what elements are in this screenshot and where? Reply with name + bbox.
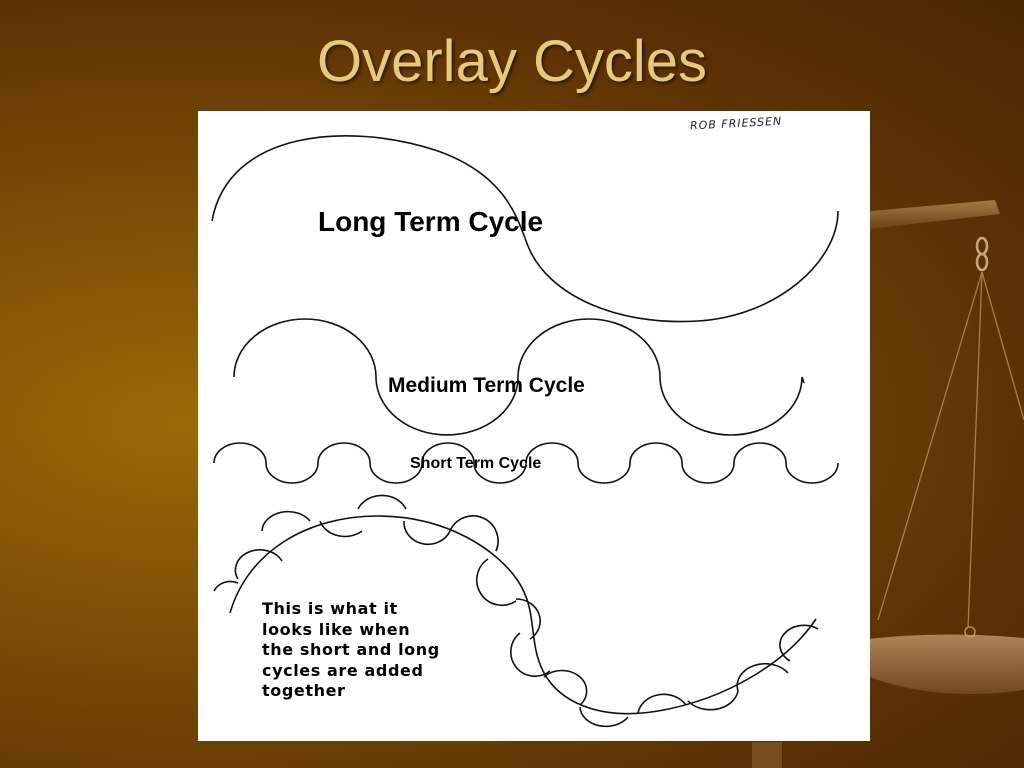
caption-line: cycles are added [262,660,424,680]
combined-cycle-caption [262,599,512,702]
author-signature: ROB FRIESSEN [689,114,783,133]
caption-line: looks like when [262,619,411,639]
caption-line: the short and long [262,640,440,659]
caption-line: together [262,681,346,700]
slide-title: Overlay Cycles [317,29,707,94]
medium-term-cycle-label: Medium Term Cycle [388,374,585,397]
short-term-cycle-label: Short Term Cycle [410,455,542,472]
cycle-diagram [198,111,870,741]
caption-line: This is what it [262,599,398,618]
long-term-cycle-label: Long Term Cycle [318,206,544,237]
